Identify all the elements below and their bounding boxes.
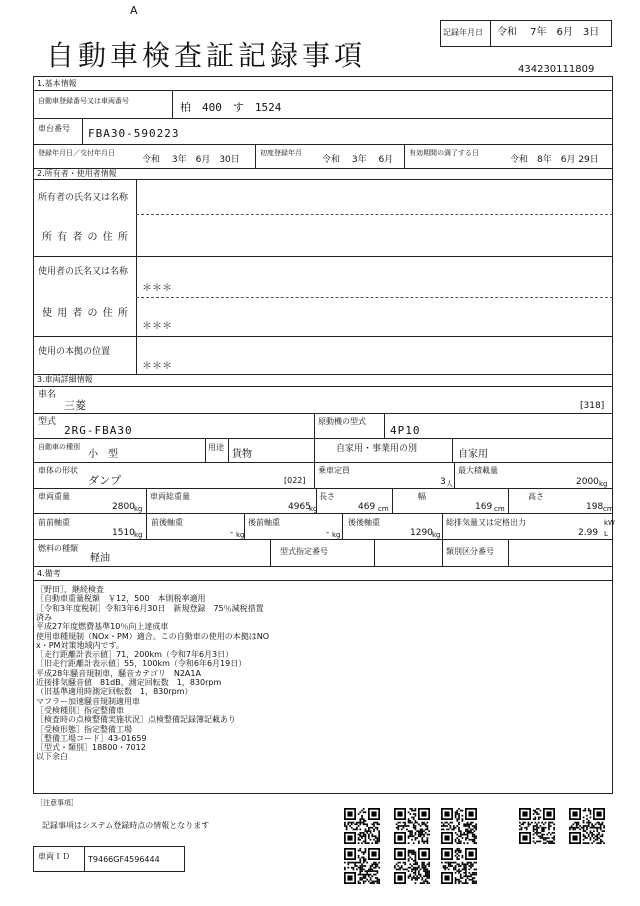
height-value: 198 xyxy=(586,502,604,512)
first-registration-label: 初度登録年月 xyxy=(260,149,302,157)
length-label: 長さ xyxy=(319,492,335,501)
registration-date-value: 令和 3年 6月 30日 xyxy=(142,155,240,165)
remarks-line: 以下余白 xyxy=(36,752,68,762)
vehicle-weight-value: 2800 xyxy=(112,502,135,512)
gross-weight-label: 車両総重量 xyxy=(150,492,190,501)
remarks-line: 近接排気騒音値 81dB，測定回転数 1，830rpm xyxy=(36,678,222,687)
section-vehicle-title: 3.車両詳細情報 xyxy=(37,375,93,384)
qr-code-icon xyxy=(519,808,555,844)
registration-date-label: 登録年月日／交付年月日 xyxy=(38,149,115,157)
private-business-label: 自家用・事業用の別 xyxy=(336,444,418,454)
gross-weight-value: 4965 xyxy=(288,502,311,512)
fuel-type-value: 軽油 xyxy=(90,553,110,564)
remarks-line: ［令和3年度税制］令和3年6月30日 新規登録 75％減税措置 xyxy=(36,603,264,613)
type-cert-label: 型式指定番号 xyxy=(280,547,328,556)
registration-number-value: 柏 400 す 1524 xyxy=(180,101,282,114)
chassis-number-label: 車台番号 xyxy=(38,124,70,133)
remarks-line: ［整備工場コード］43-01659 xyxy=(36,733,147,743)
remarks-line: ［型式・類別］18800・7012 xyxy=(36,743,146,753)
engine-model-label: 原動機の型式 xyxy=(318,417,366,426)
vehicle-weight-label: 車両重量 xyxy=(38,492,70,501)
body-shape-label: 車体の形状 xyxy=(38,466,78,475)
issue-date-label: 記録年月日 xyxy=(443,28,483,37)
remarks-line: ［自動車重量税額 ￥12，500 本則税率適用 xyxy=(36,594,206,604)
owner-name-label: 所有者の氏名又は名称 xyxy=(38,193,129,203)
vehicle-weight-unit: kg xyxy=(134,505,143,513)
width-label: 幅 xyxy=(418,492,426,501)
maker-value: 三菱 xyxy=(64,399,86,412)
capacity-label: 乗車定員 xyxy=(318,466,350,475)
document-number: 434230111809 xyxy=(518,64,595,75)
gross-weight-unit: kg xyxy=(309,505,318,513)
remarks-line: マフラー加速騒音規制適用車 xyxy=(36,696,140,706)
capacity-unit: 人 xyxy=(446,480,453,488)
user-address-value: ＊＊＊ xyxy=(142,321,172,332)
rear-front-axle-value: - xyxy=(326,528,330,538)
qr-code-icon xyxy=(344,808,380,844)
remarks-line: ［野田］，継続検査 xyxy=(36,585,104,594)
length-value: 469 xyxy=(358,502,376,512)
model-value: 2RG-FBA30 xyxy=(64,424,133,437)
section-owner-title: 2.所有者・使用者情報 xyxy=(37,169,117,178)
max-load-value: 2000 xyxy=(576,477,599,487)
width-value: 169 xyxy=(475,502,493,512)
engine-model-value: 4P10 xyxy=(390,424,421,437)
remarks-line: ［受検種別］指定整備車 xyxy=(36,705,124,715)
body-shape-value: ダンプ xyxy=(88,474,122,487)
fuel-type-label: 燃料の種類 xyxy=(38,544,78,553)
rear-front-axle-label: 後前軸重 xyxy=(248,518,280,527)
front-rear-axle-value: - xyxy=(230,528,234,538)
rear-rear-axle-label: 後後軸重 xyxy=(348,518,380,527)
qr-code-icon xyxy=(569,808,605,844)
qr-code-icon xyxy=(441,808,477,844)
maker-code: [318] xyxy=(580,401,605,411)
notes-title: ［注意事項］ xyxy=(36,799,78,807)
displacement-value: 2.99 xyxy=(578,528,599,538)
displacement-label: 総排気量又は定格出力 xyxy=(446,518,526,527)
rear-rear-axle-unit: kg xyxy=(432,531,441,539)
max-load-unit: kg xyxy=(599,480,608,488)
marker-letter: A xyxy=(130,4,138,17)
remarks-line: 使用車種規制（NOx・PM）適合。この自動車の使用の本拠はNO xyxy=(36,631,270,641)
section-remarks-title: 4.備考 xyxy=(37,569,61,578)
height-label: 高さ xyxy=(528,492,544,501)
base-location-value: ＊＊＊ xyxy=(142,361,172,372)
remarks-line: 平成28年騒音規制車，騒音カテゴリ N2A1A xyxy=(36,668,201,678)
front-rear-axle-label: 前後軸重 xyxy=(151,518,183,527)
user-name-label: 使用者の氏名又は名称 xyxy=(38,267,129,277)
capacity-value: 3 xyxy=(440,477,446,487)
registration-number-label: 自動車登録番号又は車両番号 xyxy=(38,97,129,105)
rear-front-axle-unit: kg xyxy=(332,531,341,539)
length-unit: cm xyxy=(378,505,389,513)
vehicle-id-label: 車両ＩＤ xyxy=(38,852,70,861)
qr-code-icon xyxy=(344,848,380,884)
qr-code-icon xyxy=(394,808,430,844)
category-number-label: 類別区分番号 xyxy=(446,547,494,556)
notes-text: 記録事項はシステム登録時点の情報となります xyxy=(42,821,210,830)
user-name-value: ＊＊＊ xyxy=(142,283,172,294)
owner-address-label: 所 有 者 の 住 所 xyxy=(42,232,129,243)
maker-label: 車名 xyxy=(38,390,57,400)
first-registration-value: 令和 3年 6月 xyxy=(322,155,394,165)
body-shape-code: [022] xyxy=(284,476,306,485)
section-basic-title: 1.基本情報 xyxy=(37,79,77,88)
front-front-axle-label: 前前軸重 xyxy=(38,518,70,527)
displacement-unit-l: L xyxy=(604,530,608,538)
vehicle-class-label: 自動車の種別 xyxy=(38,443,80,451)
chassis-number-value: FBA30-590223 xyxy=(88,127,180,140)
displacement-unit-kw: kW xyxy=(604,519,615,527)
width-unit: cm xyxy=(494,505,505,513)
remarks-line: ［旧走行距離計表示値］55，100km（令和6年6月19日） xyxy=(36,659,247,669)
front-front-axle-unit: kg xyxy=(134,531,143,539)
expiry-date-label: 有効期間の満了する日 xyxy=(409,149,479,157)
expiry-date-value: 令和 8年 6月 29日 xyxy=(510,155,599,165)
remarks-line: ［受検形態］指定整備工場 xyxy=(36,724,132,734)
vehicle-id-value: T9466GF4596444 xyxy=(88,855,160,864)
remarks-line: x・PM対策地域内です。 xyxy=(36,640,124,650)
front-rear-axle-unit: kg xyxy=(236,531,245,539)
user-address-label: 使 用 者 の 住 所 xyxy=(42,308,129,319)
remarks-line: （旧基準適用時測定回転数 1，830rpm） xyxy=(36,687,193,697)
vehicle-class-value: 小 型 xyxy=(88,449,118,460)
max-load-label: 最大積載量 xyxy=(458,466,498,475)
front-front-axle-value: 1510 xyxy=(112,528,135,538)
qr-code-icon xyxy=(441,848,477,884)
model-label: 型式 xyxy=(38,417,57,427)
private-business-value: 自家用 xyxy=(458,449,488,460)
remarks-line: 済み xyxy=(36,612,52,622)
remarks-line: ［検査時の点検整備実施状況］点検整備記録簿記載あり xyxy=(36,715,236,725)
document-title: 自動車検査証記録事項 xyxy=(46,39,367,72)
remarks-line: ［走行距離計表示値］71，200km（令和7年6月3日） xyxy=(36,650,234,660)
base-location-label: 使用の本拠の位置 xyxy=(38,347,111,357)
purpose-value: 貨物 xyxy=(232,449,252,460)
qr-code-icon xyxy=(394,848,430,884)
issue-date-value: 令和 7年 6月 3日 xyxy=(497,27,600,38)
remarks-line: 平成27年度燃費基準10％向上達成車 xyxy=(36,622,169,632)
purpose-label: 用途 xyxy=(208,443,224,452)
rear-rear-axle-value: 1290 xyxy=(410,528,433,538)
height-unit: cm xyxy=(603,505,614,513)
